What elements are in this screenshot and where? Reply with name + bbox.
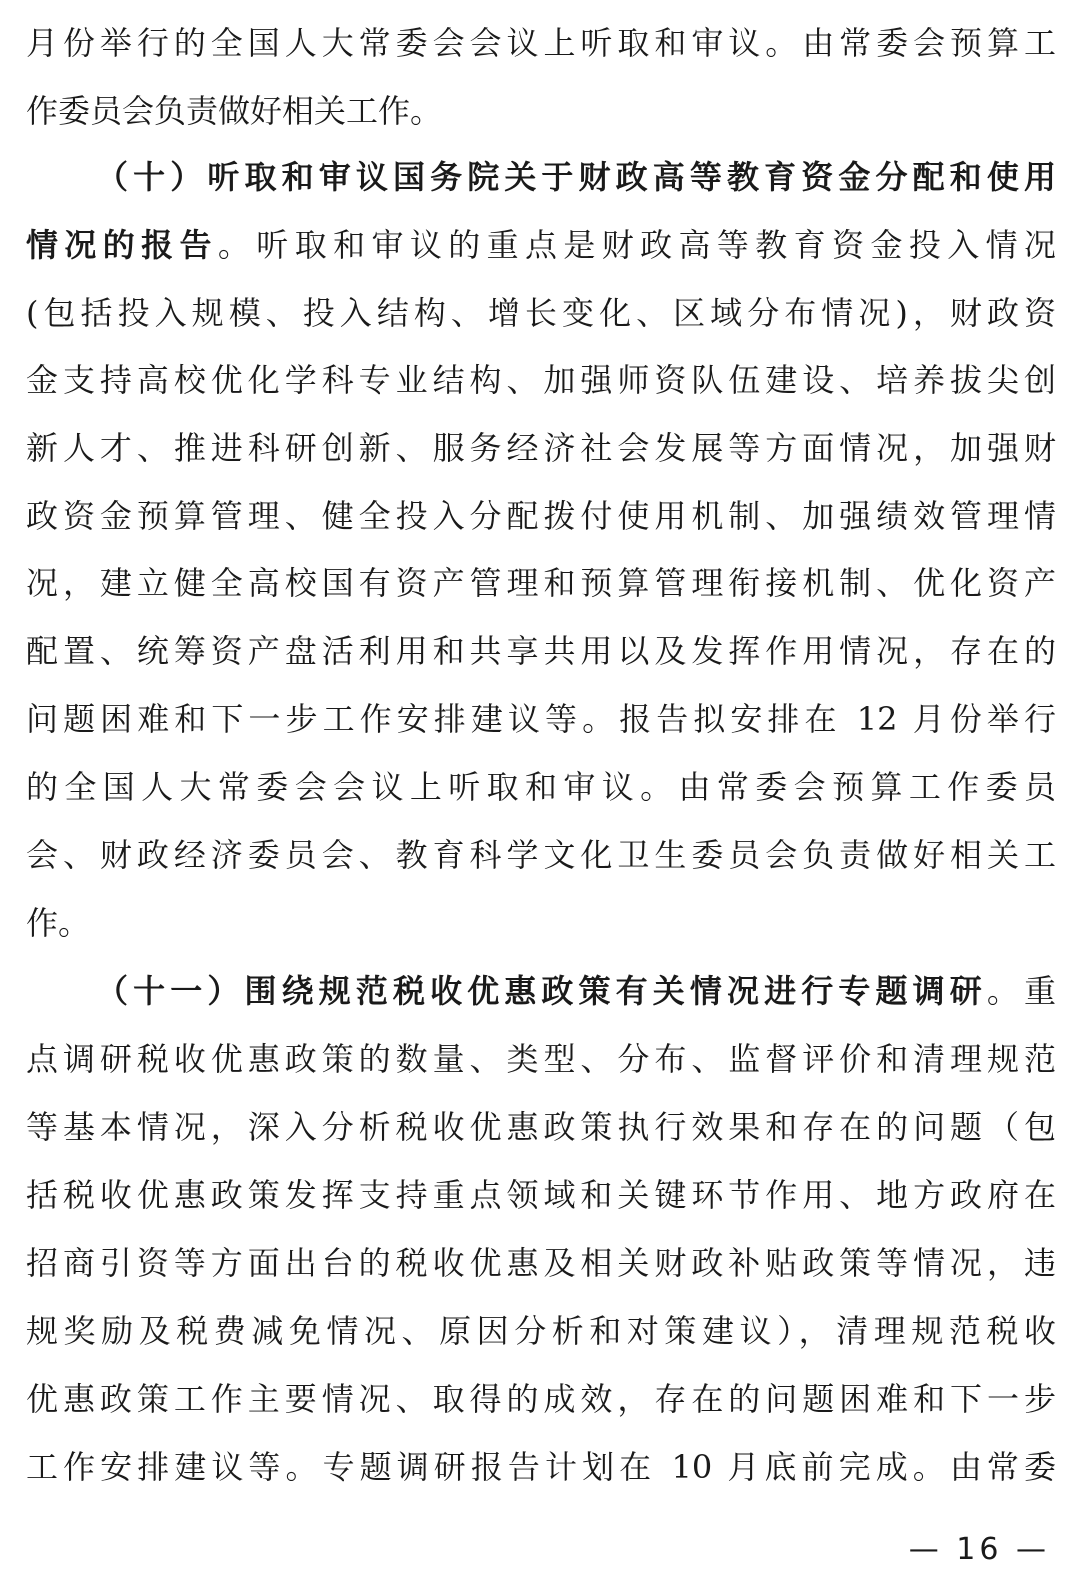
text-line: 金支持高校优化学科专业结构、加强师资队伍建设、培养拔尖创 [26,361,1056,399]
text-line: 况，建立健全高校国有资产管理和预算管理衔接机制、优化资产 [26,564,1056,602]
text-line: 等基本情况，深入分析税收优惠政策执行效果和存在的问题（包 [26,1108,1056,1146]
text-line: 作。 [26,904,91,942]
text-line: 的全国人大常委会会议上听取和审议。由常委会预算工作委员 [26,768,1056,806]
text-line: 工作安排建议等。专题调研报告计划在 10 月底前完成。由常委 [26,1448,1056,1486]
section-heading: （十一）围绕规范税收优惠政策有关情况进行专题调研。重 [96,972,1056,1010]
text-line: 新人才、推进科研创新、服务经济社会发展等方面情况，加强财 [26,429,1056,467]
section-heading-end: 情况的报告 [26,226,218,264]
text-line: 月份举行的全国人大常委会会议上听取和审议。由常委会预算工 [26,24,1056,62]
text-line: (包括投入规模、投入结构、增长变化、区域分布情况)，财政资 [26,294,1056,332]
text-line: 点调研税收优惠政策的数量、类型、分布、监督评价和清理规范 [26,1040,1056,1078]
text-line: 会、财政经济委员会、教育科学文化卫生委员会负责做好相关工 [26,836,1056,874]
text-line: 括税收优惠政策发挥支持重点领域和关键环节作用、地方政府在 [26,1176,1056,1214]
text-line: 招商引资等方面出台的税收优惠及相关财政补贴政策等情况，违 [26,1244,1056,1282]
text-line: 政资金预算管理、健全投入分配拨付使用机制、加强绩效管理情 [26,497,1056,535]
text-line: 作委员会负责做好相关工作。 [26,92,443,130]
page-number: — 16 — [908,1532,1050,1567]
text-line: 规奖励及税费减免情况、原因分析和对策建议），清理规范税收 [26,1312,1056,1350]
text-line: 情况的报告。听取和审议的重点是财政高等教育资金投入情况 [26,226,1056,264]
section-heading: （十）听取和审议国务院关于财政高等教育资金分配和使用 [96,158,1056,196]
text-line: 优惠政策工作主要情况、取得的成效，存在的问题困难和下一步 [26,1380,1056,1418]
text-line: 配置、统筹资产盘活利用和共享共用以及发挥作用情况，存在的 [26,632,1056,670]
text-line: 问题困难和下一步工作安排建议等。报告拟安排在 12 月份举行 [26,700,1056,738]
